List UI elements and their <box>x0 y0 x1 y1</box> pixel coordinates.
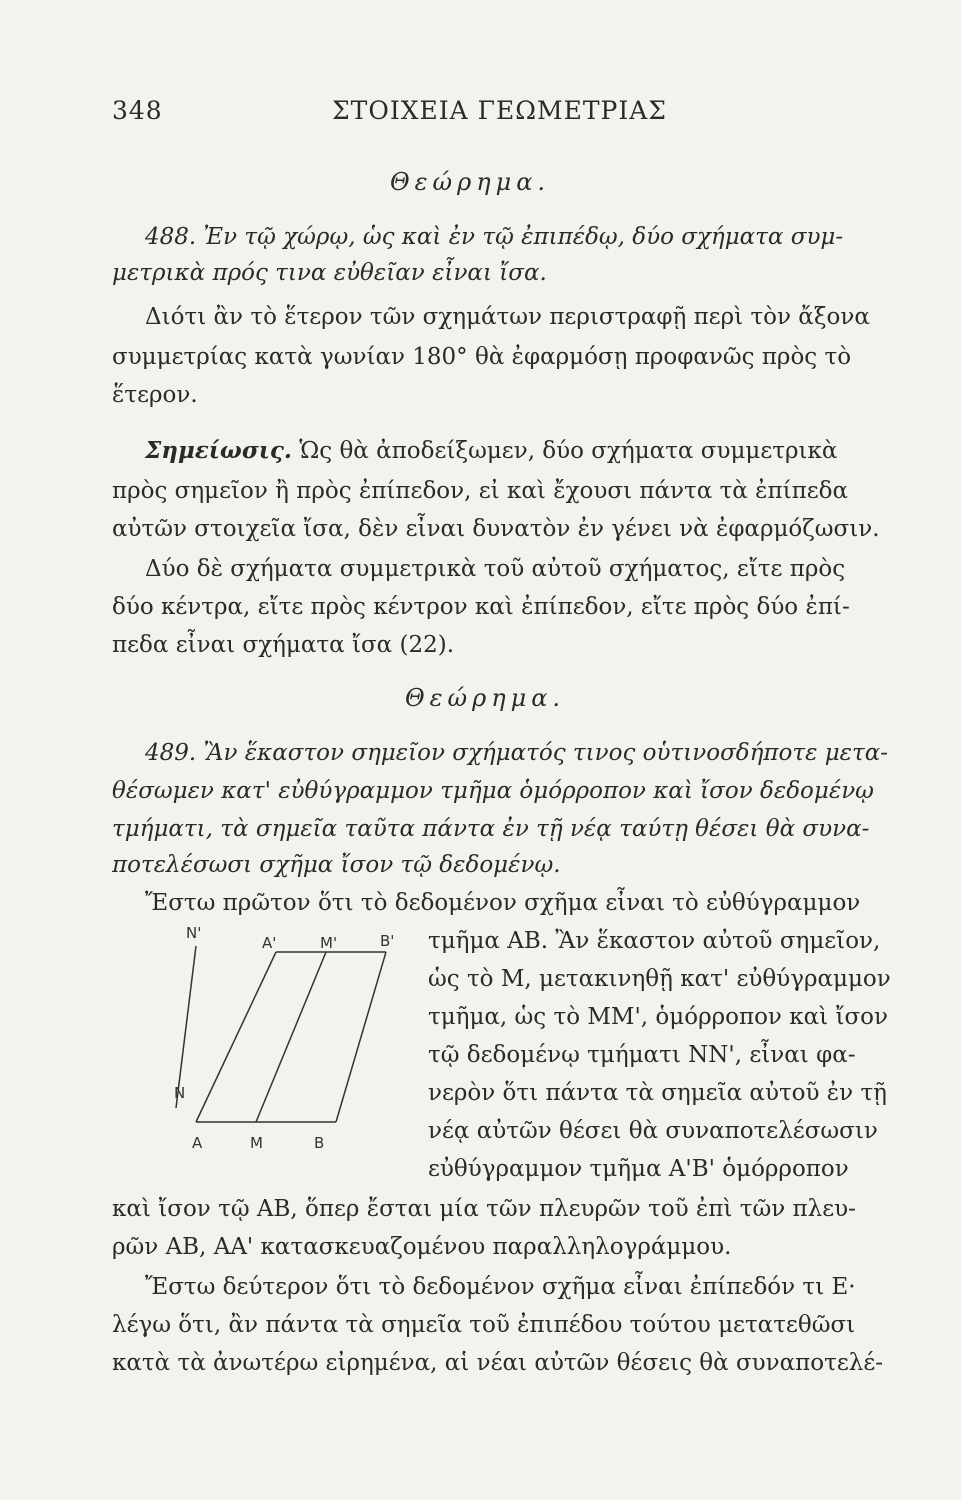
wrap-line: τμῆμα AB. Ἂν ἕκαστον αὐτοῦ σημεῖον, <box>428 928 881 954</box>
text-line: πρὸς σημεῖον ἢ πρὸς ἐπίπεδον, εἰ καὶ ἔχουσι πάντα τὰ ἐπίπεδα <box>112 478 849 504</box>
theorem-heading: Θεώρημα. <box>390 168 551 196</box>
note-line <box>145 436 837 466</box>
wrap-line: ὡς τὸ M, μετακινηθῇ κατ' εὐθύγραμμον <box>428 966 891 992</box>
label-b-prime: B' <box>380 932 395 950</box>
text-line: αὐτῶν στοιχεῖα ἴσα, δὲν εἶναι δυνατὸν ἐν γένει νὰ ἐφαρμόζωσιν. <box>112 516 880 542</box>
text-line: τμήματι, τὰ σημεῖα ταῦτα πάντα ἐν τῇ νέᾳ ταύτῃ θέσει θὰ συνα- <box>112 816 870 842</box>
segment-bb-prime <box>336 952 386 1122</box>
text-line: λέγω ὅτι, ἂν πάντα τὰ σημεῖα τοῦ ἐπιπέδου τούτου μετατεθῶσι <box>112 1312 856 1338</box>
wrap-line: νέᾳ αὐτῶν θέσει θὰ συναποτελέσωσιν <box>428 1118 878 1144</box>
page-number: 348 <box>112 96 163 125</box>
wrap-line: νερὸν ὅτι πάντα τὰ σημεῖα αὐτοῦ ἐν τῇ <box>428 1080 887 1106</box>
text-line: ἕτερον. <box>112 382 198 408</box>
note-text: Ὡς θὰ ἀποδείξωμεν, δύο σχήματα συμμετρικὰ <box>299 438 838 464</box>
text-line: Διότι ἂν τὸ ἕτερον τῶν σχημάτων περιστραφῇ περὶ τὸν ἄξονα <box>145 304 870 330</box>
text-line: Δύο δὲ σχήματα συμμετρικὰ τοῦ αὐτοῦ σχήματος, εἴτε πρὸς <box>145 556 846 582</box>
text-line: συμμετρίας κατὰ γωνίαν 180° θὰ ἐφαρμόσῃ προφανῶς πρὸς τὸ <box>112 344 852 370</box>
running-title: ΣΤΟΙΧΕΙΑ ΓΕΩΜΕΤΡΙΑΣ <box>332 96 667 125</box>
text-line: 488. Ἐν τῷ χώρῳ, ὡς καὶ ἐν τῷ ἐπιπέδῳ, δύο σχήματα συμ- <box>145 224 844 250</box>
text-line: θέσωμεν κατ' εὐθύγραμμον τμῆμα ὁμόρροπον καὶ ἴσον δεδομένῳ <box>112 778 874 804</box>
wrap-line: τμῆμα, ὡς τὸ MM', ὁμόρροπον καὶ ἴσον <box>428 1004 888 1030</box>
segment-aa-prime <box>196 952 276 1122</box>
page-header <box>112 96 902 130</box>
text-line: δύο κέντρα, εἴτε πρὸς κέντρον καὶ ἐπίπεδον, εἴτε πρὸς δύο ἐπί- <box>112 594 850 620</box>
label-n-prime: N' <box>186 924 202 942</box>
label-m: M <box>250 1134 263 1152</box>
label-a-prime: A' <box>262 934 277 952</box>
theorem-heading: Θεώρημα. <box>405 684 566 712</box>
label-m-prime: M' <box>320 934 338 952</box>
label-n: N <box>174 1084 186 1102</box>
segment-mm-prime <box>256 952 326 1122</box>
text-line: μετρικὰ πρός τινα εὐθεῖαν εἶναι ἴσα. <box>112 260 547 286</box>
parallelogram-figure <box>176 918 416 1158</box>
wrap-line: εὐθύγραμμον τμῆμα A'B' ὁμόρροπον <box>428 1156 849 1182</box>
wrap-line: τῷ δεδομένῳ τμήματι NN', εἶναι φα- <box>428 1042 856 1068</box>
text-line: Ἔστω δεύτερον ὅτι τὸ δεδομένον σχῆμα εἶναι ἐπίπεδόν τι E· <box>145 1274 856 1300</box>
note-label: Σημείωσις. <box>145 437 292 464</box>
text-line: ποτελέσωσι σχῆμα ἴσον τῷ δεδομένῳ. <box>112 852 561 878</box>
text-line: Ἔστω πρῶτον ὅτι τὸ δεδομένον σχῆμα εἶναι τὸ εὐθύγραμμον <box>145 890 861 916</box>
label-b: B <box>314 1134 325 1152</box>
label-a: A <box>192 1134 203 1152</box>
text-line: 489. Ἂν ἕκαστον σημεῖον σχήματός τινος οὑτινοσδήποτε μετα- <box>145 740 889 766</box>
text-line: πεδα εἶναι σχήματα ἴσα (22). <box>112 632 455 658</box>
text-line: κατὰ τὰ ἀνωτέρω εἰρημένα, αἱ νέαι αὐτῶν θέσεις θὰ συναποτελέ- <box>112 1350 884 1376</box>
text-line: καὶ ἴσον τῷ AB, ὅπερ ἔσται μία τῶν πλευρῶν τοῦ ἐπὶ τῶν πλευ- <box>112 1196 856 1222</box>
text-line: ρῶν AB, AA' κατασκευαζομένου παραλληλογράμμου. <box>112 1234 732 1260</box>
